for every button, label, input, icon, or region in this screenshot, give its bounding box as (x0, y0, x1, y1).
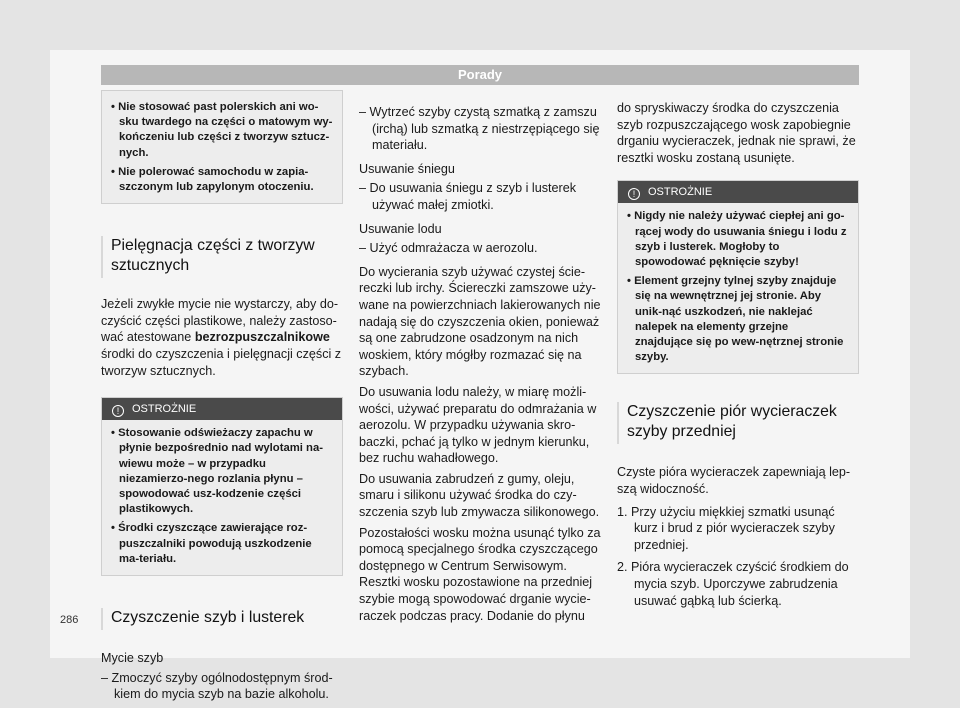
paragraph: Jeżeli zwykłe mycie nie wystarczy, aby do-czyścić części plastikowe, należy zastoso-wać atestowane bezrozpuszczalnikowe środki do czyszczenia i pielęgnacji części z tworzyw sztucznych. (101, 297, 342, 378)
paragraph: Do usuwania zabrudzeń z gumy, oleju, smaru i silikonu używać środka do czy-szczenia szyb lub zmywacza silikonowego. (359, 471, 600, 520)
paragraph: Czyste pióra wycieraczek zapewniają lep-szą widoczność. (617, 465, 851, 496)
page-number: 286 (60, 614, 79, 626)
bold-term: bezrozpuszczalnikowe (194, 330, 330, 345)
page-header: Porady (101, 65, 859, 85)
warning-item: • Element grzejny tylnej szyby znajduje się na wewnętrznej jej stronie. Aby unik-nąć uszkodzeń, nie naklejać nalepek na elementy grzejne znajdujące się po wew-nętrznej stronie szyby. (627, 275, 844, 364)
dash-item: – Wytrzeć szyby czystą szmatką z zamszu (irchą) lub szmatką z niestrzępiącego się materiału. (359, 105, 600, 153)
subheading: Usuwanie śniegu (359, 161, 455, 176)
numbered-step: 1. Przy użyciu miękkiej szmatki usunąć kurz i brud z piór wycieraczek szyby przedniej. (617, 504, 835, 552)
warning-icon: ! (112, 405, 124, 417)
subheading: Mycie szyb (101, 651, 164, 666)
warning-item: • Stosowanie odświeżaczy zapachu w płynie bezpośrednio nad wylotami na-wiewu może – w przypadku niezamierzo-nego rozlania płynu – spowodować usz-kodzenie części plastikowych. (111, 427, 324, 516)
column-1 (101, 90, 343, 703)
column-3 (617, 90, 859, 609)
note-item: • Nie stosować past polerskich ani wo-sku twardego na części o matowym wy-kończeniu lub części z tworzyw sztucz-nych. (111, 101, 333, 159)
warning-header: ! OSTROŻNIE (102, 398, 342, 420)
section-title: Czyszczenie piór wycieraczek szyby przedniej (617, 402, 859, 444)
paragraph: Pozostałości wosku można usunąć tylko za pomocą specjalnego środka czyszczącego dostępnego w Centrum Serwisowym. Resztki wosku pozostawione na przedniej szybie mogą spowodować drganie wycie-raczek podczas pracy. Dodanie do płynu (359, 525, 601, 623)
column-2 (359, 90, 601, 624)
subheading: Usuwanie lodu (359, 221, 442, 236)
dash-item: – Użyć odmrażacza w aerozolu. (359, 241, 538, 256)
warning-box (101, 397, 343, 576)
section-title: Czyszczenie szyb i lusterek (101, 608, 343, 630)
paragraph: Do wycierania szyb używać czystej ście-reczki lub irchy. Ściereczki zamszowe uży-wane na powierzchniach lakierowanych nie nadają się do czyszczenia okien, ponieważ są one zabrudzone osadzonym na nich woskiem, który mógłby rozmazać się na szybach. (359, 264, 601, 379)
numbered-step: 2. Pióra wycieraczek czyścić środkiem do mycia szyb. Uporczywe zabrudzenia usuwać gąbką lub ścierką. (617, 560, 849, 608)
dash-item: – Zmoczyć szyby ogólnodostępnym środ-kiem do mycia szyb na bazie alkoholu. (101, 670, 333, 702)
note-item: • Nie polerować samochodu w zapia-szczonym lub zapylonym otoczeniu. (111, 165, 314, 194)
paragraph: Do usuwania lodu należy, w miarę możli-wości, używać preparatu do odmrażania w aerozolu. W przypadku używania skro-baczki, pchać ją tylko w jednym kierunku, bez ruchu wahadłowego. (359, 384, 597, 466)
warning-box (617, 180, 859, 374)
warning-item: • Środki czyszczące zawierające roz-puszczalniki powodują uszkodzenie ma-teriału. (111, 522, 312, 565)
warning-icon: ! (628, 188, 640, 200)
warning-header: ! OSTROŻNIE (618, 181, 858, 203)
note-box (101, 90, 343, 204)
warning-item: • Nigdy nie należy używać ciepłej ani go-rącej wody do usuwania śniegu i lodu z szyb i lusterek. Mogłoby to spowodować pęknięcie szyby! (627, 210, 847, 268)
dash-item: – Do usuwania śniegu z szyb i lusterek używać małej zmiotki. (359, 181, 577, 212)
section-title: Pielęgnacja części z tworzyw sztucznych (101, 236, 343, 278)
paragraph: do spryskiwaczy środka do czyszczenia szyb rozpuszczającego wosk zapobiegnie drganiu wycieraczek, jednak nie sprawi, że resztki wosku zostaną usunięte. (617, 101, 856, 165)
